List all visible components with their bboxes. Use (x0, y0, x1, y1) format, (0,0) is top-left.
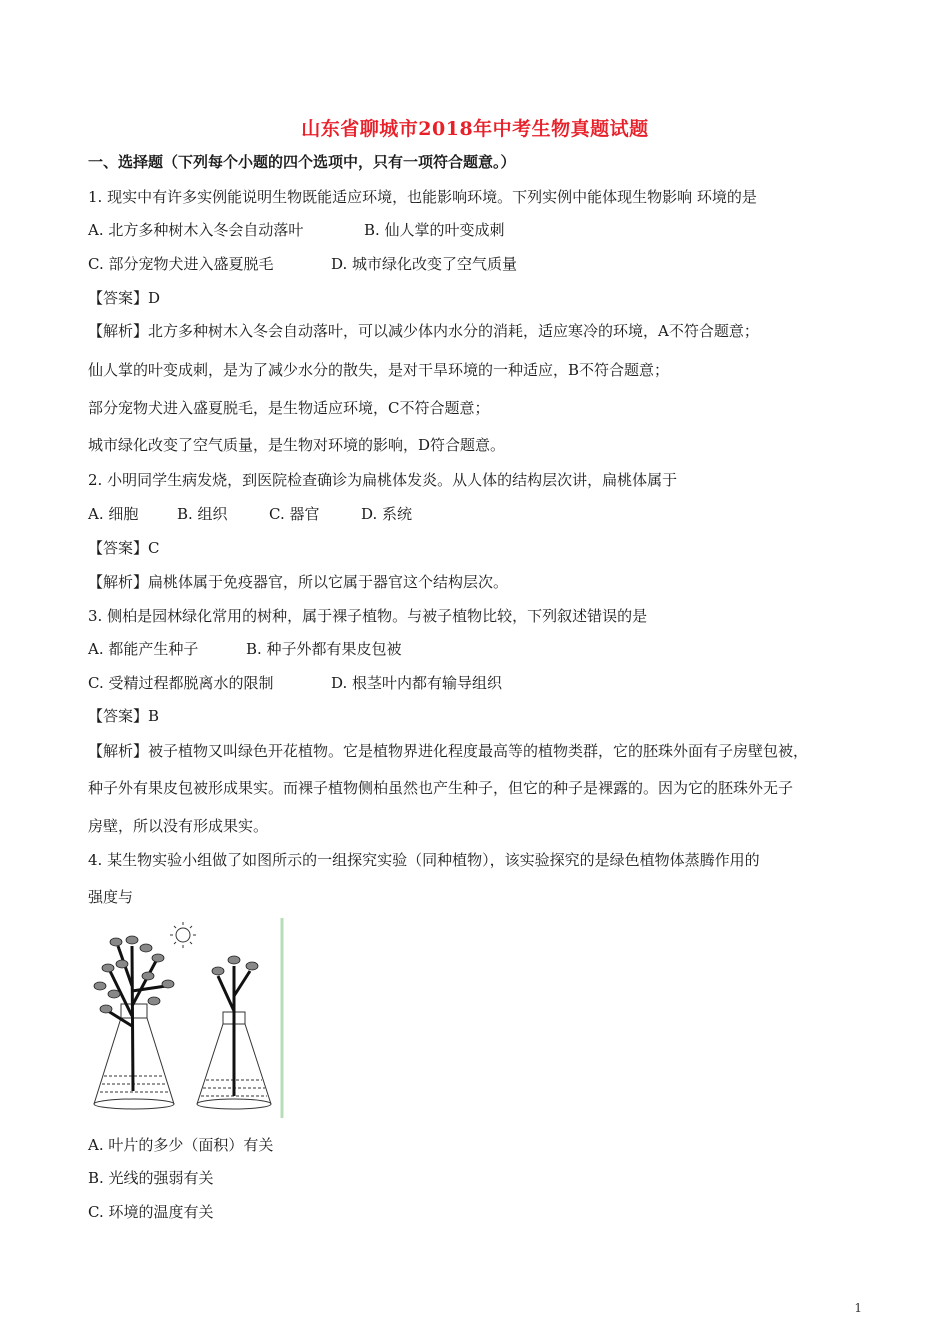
q2-option-c: C. 器官 (269, 505, 320, 523)
q2-explanation-1: 【解析】扁桃体属于免疫器官，所以它属于器官这个结构层次。 (88, 573, 509, 591)
q2-option-a: A. 细胞 (88, 505, 139, 523)
q1-option-b: B. 仙人掌的叶变成刺 (364, 221, 505, 239)
q3-answer: 【答案】B (88, 707, 160, 725)
q3-explanation-3: 房壁，所以没有形成果实。 (88, 817, 269, 835)
q1-options-row1 (88, 220, 505, 240)
section-heading: 一、选择题（下列每个小题的四个选项中，只有一项符合题意。） (88, 153, 516, 171)
q3-options-row1 (88, 639, 402, 659)
q3-explanation-2: 种子外有果皮包被形成果实。而裸子植物侧柏虽然也产生种子，但它的种子是裸露的。因为它的胚珠外无子 (88, 779, 794, 797)
q2-option-d: D. 系统 (361, 505, 413, 523)
q1-explanation-3: 部分宠物犬进入盛夏脱毛，是生物适应环境，C不符合题意； (88, 399, 490, 417)
q2-stem: 2. 小明同学生病发烧，到医院检查确诊为扁桃体发炎。从人体的结构层次讲，扁桃体属于 (88, 471, 678, 489)
q2-options (88, 504, 412, 524)
q2-answer: 【答案】C (88, 539, 160, 557)
q4-option-b: B. 光线的强弱有关 (88, 1169, 214, 1187)
right-plant (218, 966, 250, 1096)
experiment-figure (88, 916, 288, 1121)
q4-stem-1: 4. 某生物实验小组做了如图所示的一组探究实验（同种植物），该实验探究的是绿色植物体蒸腾作用的 (88, 851, 760, 869)
q1-explanation-2: 仙人掌的叶变成刺，是为了减少水分的散失，是对干旱环境的一种适应，B不符合题意； (88, 361, 670, 379)
q4-stem-2: 强度与 (88, 888, 134, 906)
q3-options-row2 (88, 673, 502, 693)
q1-answer: 【答案】D (88, 289, 161, 307)
q1-option-d: D. 城市绿化改变了空气质量 (331, 255, 518, 273)
q1-explanation-4: 城市绿化改变了空气质量，是生物对环境的影响，D符合题意。 (88, 436, 506, 454)
q3-option-b: B. 种子外都有果皮包被 (246, 640, 402, 658)
q4-option-c: C. 环境的温度有关 (88, 1203, 214, 1221)
q3-explanation-1: 【解析】被子植物又叫绿色开花植物。它是植物界进化程度最高等的植物类群，它的胚珠外面有子房壁包被， (88, 742, 809, 760)
q3-option-a: A. 都能产生种子 (88, 640, 199, 658)
page-number: 1 (854, 1301, 862, 1315)
plants-in-flasks-illustration (88, 916, 288, 1121)
q1-explanation-1: 【解析】北方多种树木入冬会自动落叶，可以减少体内水分的消耗，适应寒冷的环境，A不符合题意； (88, 322, 759, 340)
q4-option-a: A. 叶片的多少（面积）有关 (88, 1136, 274, 1154)
q1-stem: 1. 现实中有许多实例能说明生物既能适应环境，也能影响环境。下列实例中能体现生物影响 环境的是 (88, 188, 757, 206)
q2-option-b: B. 组织 (177, 505, 228, 523)
page-title: 山东省聊城市2018年中考生物真题试题 (301, 118, 649, 140)
q1-option-c: C. 部分宠物犬进入盛夏脱毛 (88, 255, 274, 273)
sun-icon (170, 922, 196, 948)
q3-option-c: C. 受精过程都脱离水的限制 (88, 674, 274, 692)
q3-stem: 3. 侧柏是园林绿化常用的树种，属于裸子植物。与被子植物比较，下列叙述错误的是 (88, 607, 648, 625)
q3-option-d: D. 根茎叶内都有输导组织 (331, 674, 503, 692)
q1-option-a: A. 北方多种树木入冬会自动落叶 (88, 221, 304, 239)
q1-options-row2 (88, 254, 517, 274)
